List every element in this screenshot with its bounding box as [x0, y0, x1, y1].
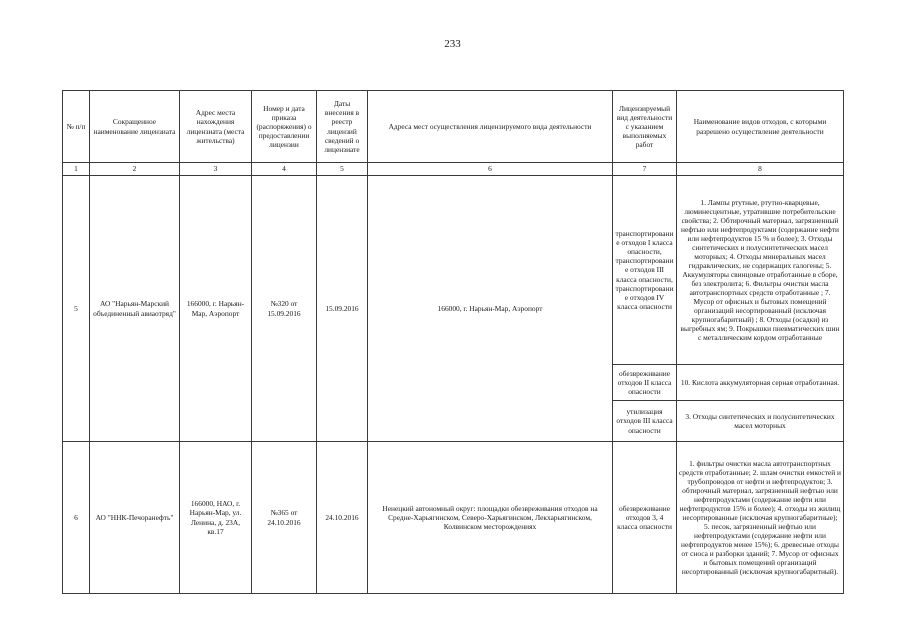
header-order: Номер и дата приказа (распоряжения) о предоставлении лицензии [252, 91, 317, 163]
page-number: 233 [444, 38, 461, 50]
column-number: 1 [63, 163, 90, 176]
activity-places: Ненецкий автономный округ: площадки обезвреживания отходов на Средне-Харьягинском, Северо-Харьягинском, Лекхарьягинском, Колвинском месторождениях [368, 442, 613, 594]
licensed-activity: обезвреживание отходов II класса опасности [613, 365, 677, 401]
registry-date: 15.09.2016 [317, 176, 368, 442]
licensed-activity: транспортирование отходов I класса опасности, транспортирование отходов III класса опасности, транспортирование отходов IV класса опасности [613, 176, 677, 365]
row-num: 6 [63, 442, 90, 594]
header-name: Сокращенное наименование лицензиата [90, 91, 180, 163]
column-number: 3 [180, 163, 252, 176]
header-address: Адрес места нахождения лицензиата (места жительства) [180, 91, 252, 163]
row-num: 5 [63, 176, 90, 442]
header-places: Адреса мест осуществления лицензируемого вида деятельности [368, 91, 613, 163]
header-reg-date: Даты внесения в реестр лицензий сведений о лицензиате [317, 91, 368, 163]
activity-places: 166000, г. Нарьян-Мар, Аэропорт [368, 176, 613, 442]
licensee-name: АО "ННК-Печоранефть" [90, 442, 180, 594]
table-row [63, 176, 844, 365]
licensee-name: АО "Нарьян-Марский объединенный авиаотряд" [90, 176, 180, 442]
column-number: 6 [368, 163, 613, 176]
column-number: 7 [613, 163, 677, 176]
waste-types: 1. Лампы ртутные, ртутно-кварцевые, люминесцентные, утратившие потребительские свойства; 2. Обтирочный материал, загрязненный нефтью или нефтепродуктами (содержание нефти или нефтепродуктов 15 % и более); 3. Отходы синтетических и полусинтетических масел моторных; 4. Отходы минеральных масел гидравлических, не содержащих галогены; 5. Аккумуляторы свинцовые отработанные в сборе, без электролита; 6. Фильтры очистки масла автотранспортных средств отработанные ; 7. Мусор от офисных и бытовых помещений организаций несортированный (исключая крупногабаритный) ; 8. Отходы (осадки) из выгребных ям; 9. Покрышки пневматических шин с металлическим кордом отработанные [677, 176, 844, 365]
registry-date: 24.10.2016 [317, 442, 368, 594]
order-number: №365 от 24.10.2016 [252, 442, 317, 594]
table-row [63, 442, 844, 594]
waste-types: 10. Кислота аккумуляторная серная отработанная. [677, 365, 844, 401]
header-num: № п/п [63, 91, 90, 163]
waste-types: 3. Отходы синтетических и полусинтетических масел моторных [677, 401, 844, 442]
header-activity: Лицензируемый вид деятельности с указанием выполняемых работ [613, 91, 677, 163]
licensed-activity: обезвреживание отходов 3, 4 класса опасности [613, 442, 677, 594]
licensee-address: 166000, г. Нарьян-Мар, Аэропорт [180, 176, 252, 442]
order-number: №320 от 15.09.2016 [252, 176, 317, 442]
licensee-address: 166000, НАО, г. Нарьян-Мар, ул. Ленина, д. 23А, кв.17 [180, 442, 252, 594]
license-registry-table [62, 90, 844, 594]
licensed-activity: утилизация отходов III класса опасности [613, 401, 677, 442]
table-header-row [63, 91, 844, 163]
waste-types: 1. фильтры очистки масла автотранспортных средств отработанные; 2. шлам очистки емкостей и трубопроводов от нефти и нефтепродуктов; 3. обтирочный материал, загрязненный нефтью или нефтепродуктами (содержание нефти или нефтепродуктов 15% и более); 4. отходы из жилищ несортированные (исключая крупногабаритные); 5. песок, загрязненный нефтью или нефтепродуктами (содержание нефти или нефтепродуктов менее 15%); 6. древесные отходы от сноса и разборки зданий; 7. Мусор от офисных и бытовых помещений организаций несортированный (исключая крупногабаритный). [677, 442, 844, 594]
column-number-row [63, 163, 844, 176]
column-number: 5 [317, 163, 368, 176]
column-number: 4 [252, 163, 317, 176]
column-number: 2 [90, 163, 180, 176]
header-waste: Наименование видов отходов, с которыми разрешено осуществление деятельности [677, 91, 844, 163]
column-number: 8 [677, 163, 844, 176]
